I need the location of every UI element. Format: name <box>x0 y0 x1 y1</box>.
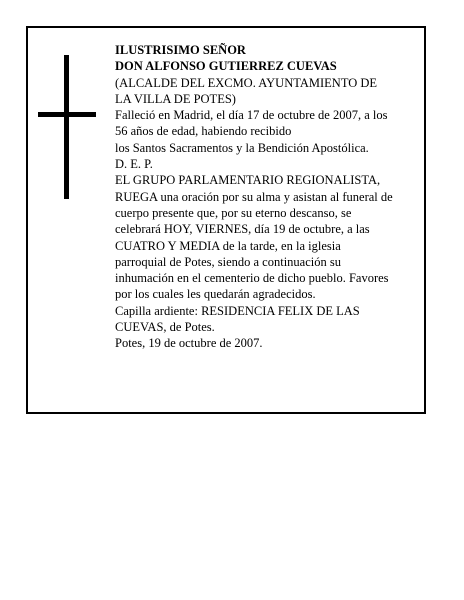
chapel-line: Capilla ardiente: RESIDENCIA FELIX DE LAS <box>115 303 360 318</box>
cross-horizontal-bar <box>38 112 96 117</box>
funeral-details-line: cuerpo presente que, por su eterno descanso, se <box>115 205 352 220</box>
death-details-line: los Santos Sacramentos y la Bendición Apostólica. <box>115 140 369 155</box>
place-date-line: Potes, 19 de octubre de 2007. <box>115 336 263 351</box>
sender-line: EL GRUPO PARLAMENTARIO REGIONALISTA, <box>115 173 381 188</box>
chapel-line: CUEVAS, de Potes. <box>115 320 215 335</box>
deceased-office-line: (ALCALDE DEL EXCMO. AYUNTAMIENTO DE <box>115 75 378 90</box>
funeral-details-line: celebrará HOY, VIERNES, día 19 de octubre, a las <box>115 222 370 237</box>
deceased-office-line: LA VILLA DE POTES) <box>115 91 236 106</box>
deceased-title: ILUSTRISIMO SEÑOR <box>115 43 246 57</box>
funeral-details-line: parroquial de Potes, siendo a continuación su <box>115 254 341 269</box>
funeral-details-line: por los cuales les quedarán agradecidos. <box>115 287 316 302</box>
death-details-line: 56 años de edad, habiendo recibido <box>115 124 292 139</box>
funeral-details-line: RUEGA una oración por su alma y asistan al funeral de <box>115 189 393 204</box>
funeral-details-line: CUATRO Y MEDIA de la tarde, en la iglesia <box>115 238 341 253</box>
death-details-line: Falleció en Madrid, el día 17 de octubre de 2007, a los <box>115 108 388 123</box>
cross-icon <box>38 55 98 199</box>
obituary-notice <box>26 26 426 414</box>
notice-text <box>115 42 423 352</box>
rip-line: D. E. P. <box>115 157 153 172</box>
cross-vertical-bar <box>64 55 69 199</box>
funeral-details-line: inhumación en el cementerio de dicho pueblo. Favores <box>115 271 389 286</box>
deceased-name: DON ALFONSO GUTIERREZ CUEVAS <box>115 59 337 74</box>
